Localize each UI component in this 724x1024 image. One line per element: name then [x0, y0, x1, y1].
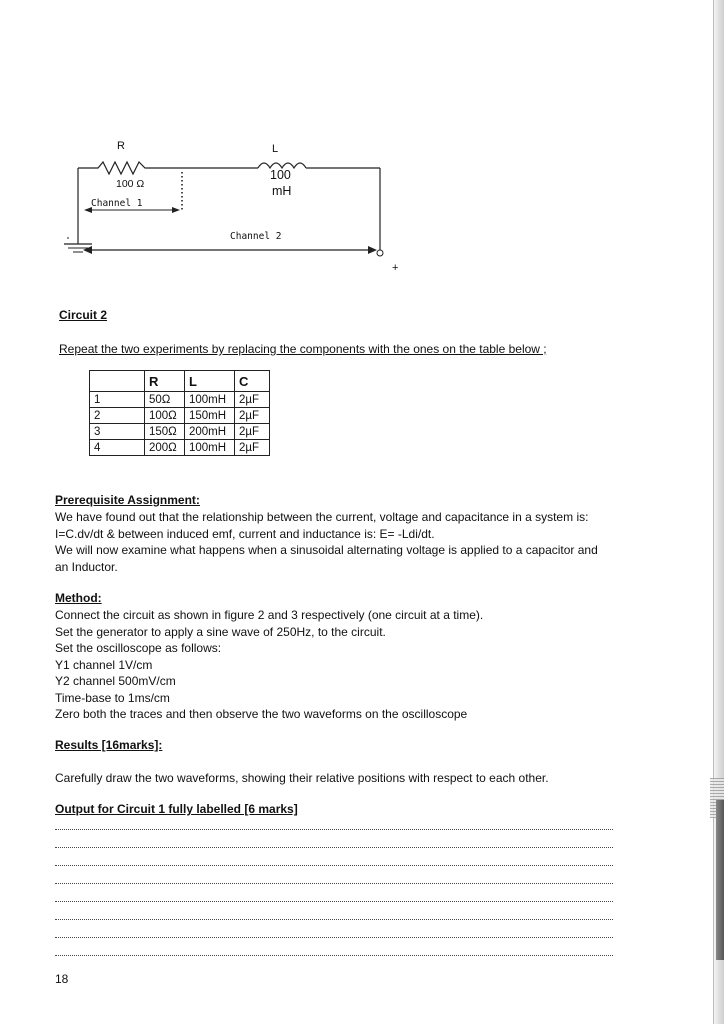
row-resistance: 50Ω [145, 392, 185, 408]
row-index: 2 [90, 408, 145, 424]
circuit-caption: Circuit 2 [59, 308, 108, 322]
resistor-zigzag [78, 162, 258, 174]
answer-line [55, 919, 613, 920]
method-line: Zero both the traces and then observe the two waveforms on the oscilloscope [55, 707, 468, 721]
table-row [90, 440, 270, 456]
row-inductance: 100mH [185, 440, 235, 456]
row-inductance: 200mH [185, 424, 235, 440]
inductor-value-unit: mH [272, 184, 292, 198]
answer-line [55, 847, 613, 848]
channel2-arrow-right [368, 246, 377, 254]
table-row [90, 392, 270, 408]
row-capacitance: 2µF [235, 440, 270, 456]
method-line: Y1 channel 1V/cm [55, 657, 153, 672]
answer-line [55, 901, 613, 902]
row-index: 4 [90, 440, 145, 456]
method-line: Set the generator to apply a sine wave of 250Hz, to the circuit. [55, 624, 386, 639]
prerequisite-line: We have found out that the relationship between the current, voltage and capacitance in a system is: [55, 510, 589, 524]
page-number: 18 [55, 972, 69, 986]
prerequisite-line: I=C.dv/dt & between induced emf, current and inductance is: E= -Ldi/dt. [55, 526, 435, 541]
resistor-label: R [117, 140, 125, 152]
circuit-diagram [0, 130, 724, 290]
table-header-index [90, 371, 145, 392]
table-row [90, 408, 270, 424]
row-capacitance: 2µF [235, 392, 270, 408]
method-heading: Method: [55, 591, 102, 605]
prerequisite-line: We will now examine what happens when a sinusoidal alternating voltage is applied to a capacitor and [55, 543, 598, 557]
answer-line [55, 883, 613, 884]
prerequisite-line: an Inductor. [55, 559, 118, 574]
positive-terminal [377, 250, 383, 256]
method-line: Y2 channel 500mV/cm [55, 674, 176, 688]
row-index: 3 [90, 424, 145, 440]
table-header-l: L [185, 371, 235, 392]
channel2-label: Channel 2 [230, 231, 282, 242]
row-resistance: 200Ω [145, 440, 185, 456]
method-line: Connect the circuit as shown in figure 2 and 3 respectively (one circuit at a time). [55, 608, 484, 622]
inductor-label: L [272, 143, 279, 155]
table-header-row [90, 371, 270, 392]
terminal-plus-label: + [392, 262, 399, 274]
table-row [90, 424, 270, 440]
method-line: Set the oscilloscope as follows: [55, 641, 222, 655]
answer-line [55, 937, 613, 938]
method-line: Time-base to 1ms/cm [55, 690, 170, 705]
row-capacitance: 2µF [235, 408, 270, 424]
prerequisite-body [55, 509, 655, 575]
scan-edge-dark [716, 800, 724, 960]
results-instruction: Carefully draw the two waveforms, showing their relative positions with respect to each other. [55, 771, 549, 785]
answer-line [55, 955, 613, 956]
output-heading: Output for Circuit 1 fully labelled [6 marks] [55, 802, 298, 816]
method-body [55, 607, 655, 723]
repeat-instruction: Repeat the two experiments by replacing the components with the ones on the table below ; [59, 342, 547, 356]
resistor-value: 100 Ω [116, 178, 145, 190]
row-capacitance: 2µF [235, 424, 270, 440]
table-header-r: R [145, 371, 185, 392]
channel2-arrow-left [83, 246, 92, 254]
row-resistance: 100Ω [145, 408, 185, 424]
row-inductance: 100mH [185, 392, 235, 408]
channel1-arrow-right [172, 207, 180, 213]
prerequisite-heading: Prerequisite Assignment: [55, 493, 200, 507]
results-heading: Results [16marks]: [55, 738, 163, 752]
table-header-c: C [235, 371, 270, 392]
answer-line [55, 829, 613, 830]
row-resistance: 150Ω [145, 424, 185, 440]
answer-line [55, 865, 613, 866]
channel1-label: Channel 1 [91, 198, 143, 209]
row-inductance: 150mH [185, 408, 235, 424]
component-table [89, 370, 270, 456]
inductor-value-number: 100 [270, 168, 291, 182]
row-index: 1 [90, 392, 145, 408]
